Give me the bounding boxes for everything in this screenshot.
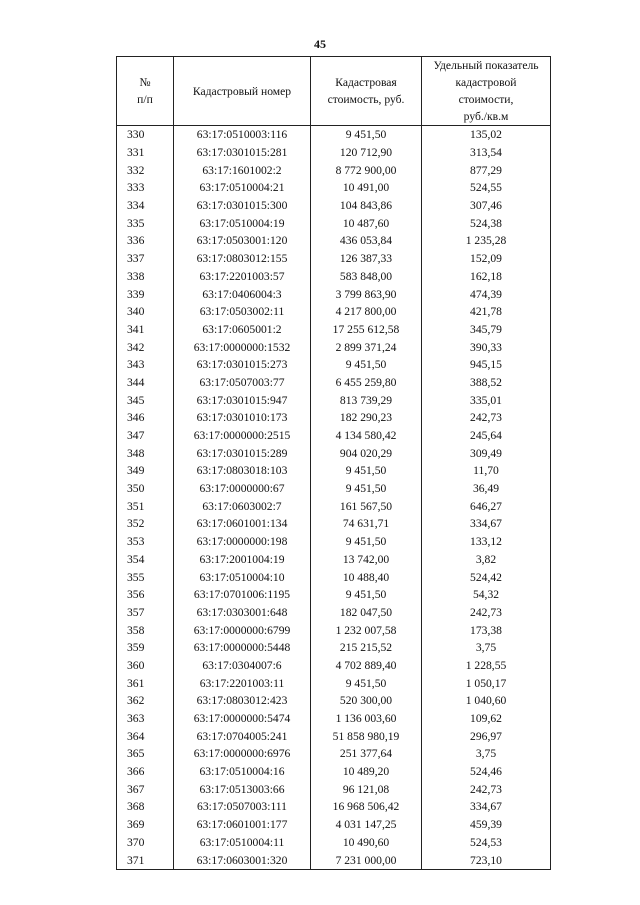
- row-number-cell: 360: [117, 657, 174, 675]
- cadastral-number-cell: 63:17:0510003:116: [174, 126, 311, 144]
- cadastral-value-cell: 182 290,23: [311, 409, 422, 427]
- row-number-cell: 361: [117, 674, 174, 692]
- cadastral-value-cell: 96 121,08: [311, 780, 422, 798]
- specific-value-cell: 1 228,55: [422, 657, 551, 675]
- cadastral-value-table: [116, 56, 551, 870]
- row-number-cell: 355: [117, 568, 174, 586]
- specific-value-cell: 133,12: [422, 533, 551, 551]
- table-row: [117, 197, 551, 215]
- cadastral-number-cell: 63:17:0301015:289: [174, 444, 311, 462]
- row-number-cell: 369: [117, 816, 174, 834]
- row-number-cell: 348: [117, 444, 174, 462]
- row-number-cell: 339: [117, 285, 174, 303]
- table-row: [117, 780, 551, 798]
- cadastral-number-cell: 63:17:0301015:281: [174, 144, 311, 162]
- cadastral-value-cell: 7 231 000,00: [311, 851, 422, 869]
- cadastral-number-cell: 63:17:0803012:423: [174, 692, 311, 710]
- cadastral-number-cell: 63:17:0507003:77: [174, 374, 311, 392]
- cadastral-value-cell: 9 451,50: [311, 126, 422, 144]
- table-row: [117, 533, 551, 551]
- table-row: [117, 674, 551, 692]
- row-number-cell: 358: [117, 621, 174, 639]
- header-specific-line2: кадастровой: [455, 76, 517, 89]
- table-row: [117, 374, 551, 392]
- specific-value-cell: 307,46: [422, 197, 551, 215]
- header-cadastral-value: [311, 57, 422, 126]
- cadastral-value-cell: 2 899 371,24: [311, 338, 422, 356]
- table-header-row: [117, 57, 551, 126]
- specific-value-cell: 162,18: [422, 268, 551, 286]
- specific-value-cell: 524,42: [422, 568, 551, 586]
- specific-value-cell: 245,64: [422, 427, 551, 445]
- cadastral-number-cell: 63:17:0000000:2515: [174, 427, 311, 445]
- table-row: [117, 816, 551, 834]
- cadastral-number-cell: 63:17:0704005:241: [174, 727, 311, 745]
- cadastral-number-cell: 63:17:0000000:198: [174, 533, 311, 551]
- cadastral-number-cell: 63:17:0601001:134: [174, 515, 311, 533]
- row-number-cell: 371: [117, 851, 174, 869]
- row-number-cell: 370: [117, 834, 174, 852]
- cadastral-value-cell: 120 712,90: [311, 144, 422, 162]
- header-specific-line3: стоимости,: [458, 93, 514, 106]
- table-row: [117, 444, 551, 462]
- specific-value-cell: 390,33: [422, 338, 551, 356]
- header-cadastral-number: Кадастровый номер: [174, 57, 311, 126]
- specific-value-cell: 152,09: [422, 250, 551, 268]
- cadastral-number-cell: 63:17:0510004:19: [174, 214, 311, 232]
- row-number-cell: 331: [117, 144, 174, 162]
- table-row: [117, 657, 551, 675]
- cadastral-number-cell: 63:17:1601002:2: [174, 161, 311, 179]
- table-row: [117, 639, 551, 657]
- cadastral-number-cell: 63:17:0301015:947: [174, 391, 311, 409]
- row-number-cell: 354: [117, 551, 174, 569]
- specific-value-cell: 242,73: [422, 409, 551, 427]
- cadastral-number-cell: 63:17:0000000:5448: [174, 639, 311, 657]
- row-number-cell: 353: [117, 533, 174, 551]
- cadastral-value-cell: 10 487,60: [311, 214, 422, 232]
- specific-value-cell: 723,10: [422, 851, 551, 869]
- cadastral-number-cell: 63:17:0301010:173: [174, 409, 311, 427]
- row-number-cell: 347: [117, 427, 174, 445]
- header-number-sign: №: [139, 76, 151, 89]
- specific-value-cell: 877,29: [422, 161, 551, 179]
- cadastral-value-cell: 104 843,86: [311, 197, 422, 215]
- cadastral-number-cell: 63:17:0000000:67: [174, 480, 311, 498]
- table-row: [117, 321, 551, 339]
- table-row: [117, 214, 551, 232]
- table-row: [117, 391, 551, 409]
- cadastral-value-cell: 583 848,00: [311, 268, 422, 286]
- specific-value-cell: 109,62: [422, 710, 551, 728]
- table-row: [117, 232, 551, 250]
- cadastral-number-cell: 63:17:0601001:177: [174, 816, 311, 834]
- cadastral-value-cell: 74 631,71: [311, 515, 422, 533]
- cadastral-value-cell: 1 136 003,60: [311, 710, 422, 728]
- header-specific-line1: Удельный показатель: [433, 59, 539, 72]
- table-row: [117, 409, 551, 427]
- row-number-cell: 344: [117, 374, 174, 392]
- cadastral-number-cell: 63:17:0000000:5474: [174, 710, 311, 728]
- specific-value-cell: 36,49: [422, 480, 551, 498]
- cadastral-value-cell: 10 489,20: [311, 763, 422, 781]
- specific-value-cell: 334,67: [422, 515, 551, 533]
- row-number-cell: 363: [117, 710, 174, 728]
- row-number-cell: 356: [117, 586, 174, 604]
- cadastral-number-cell: 63:17:0507003:111: [174, 798, 311, 816]
- header-specific-line4: руб./кв.м: [463, 110, 509, 123]
- specific-value-cell: 524,55: [422, 179, 551, 197]
- cadastral-number-cell: 63:17:0510004:16: [174, 763, 311, 781]
- cadastral-number-cell: 63:17:0510004:21: [174, 179, 311, 197]
- table-row: [117, 692, 551, 710]
- table-row: [117, 480, 551, 498]
- table-row: [117, 710, 551, 728]
- cadastral-number-cell: 63:17:0701006:1195: [174, 586, 311, 604]
- table-row: [117, 515, 551, 533]
- cadastral-value-cell: 215 215,52: [311, 639, 422, 657]
- cadastral-value-cell: 813 739,29: [311, 391, 422, 409]
- header-row-number: [117, 57, 174, 126]
- table-row: [117, 604, 551, 622]
- cadastral-number-cell: 63:17:0406004:3: [174, 285, 311, 303]
- row-number-cell: 349: [117, 462, 174, 480]
- cadastral-value-cell: 51 858 980,19: [311, 727, 422, 745]
- cadastral-value-cell: 9 451,50: [311, 586, 422, 604]
- row-number-cell: 357: [117, 604, 174, 622]
- row-number-cell: 365: [117, 745, 174, 763]
- cadastral-value-cell: 17 255 612,58: [311, 321, 422, 339]
- cadastral-value-cell: 9 451,50: [311, 674, 422, 692]
- cadastral-value-cell: 251 377,64: [311, 745, 422, 763]
- row-number-cell: 345: [117, 391, 174, 409]
- table-row: [117, 268, 551, 286]
- row-number-cell: 368: [117, 798, 174, 816]
- cadastral-number-cell: 63:17:0603002:7: [174, 497, 311, 515]
- cadastral-number-cell: 63:17:0513003:66: [174, 780, 311, 798]
- cadastral-number-cell: 63:17:0803012:155: [174, 250, 311, 268]
- specific-value-cell: 474,39: [422, 285, 551, 303]
- specific-value-cell: 421,78: [422, 303, 551, 321]
- cadastral-number-cell: 63:17:0503001:120: [174, 232, 311, 250]
- cadastral-value-cell: 13 742,00: [311, 551, 422, 569]
- row-number-cell: 364: [117, 727, 174, 745]
- row-number-cell: 359: [117, 639, 174, 657]
- specific-value-cell: 524,53: [422, 834, 551, 852]
- row-number-cell: 346: [117, 409, 174, 427]
- cadastral-value-cell: 8 772 900,00: [311, 161, 422, 179]
- row-number-cell: 343: [117, 356, 174, 374]
- table-row: [117, 586, 551, 604]
- cadastral-value-cell: 9 451,50: [311, 480, 422, 498]
- row-number-cell: 366: [117, 763, 174, 781]
- cadastral-number-cell: 63:17:0510004:11: [174, 834, 311, 852]
- row-number-cell: 333: [117, 179, 174, 197]
- specific-value-cell: 1 235,28: [422, 232, 551, 250]
- row-number-cell: 340: [117, 303, 174, 321]
- table-row: [117, 745, 551, 763]
- table-row: [117, 285, 551, 303]
- table-row: [117, 144, 551, 162]
- row-number-cell: 330: [117, 126, 174, 144]
- cadastral-value-cell: 4 702 889,40: [311, 657, 422, 675]
- cadastral-value-cell: 10 490,60: [311, 834, 422, 852]
- table-row: [117, 727, 551, 745]
- table-row: [117, 303, 551, 321]
- header-number-abbrev: п/п: [137, 93, 153, 106]
- cadastral-value-cell: 161 567,50: [311, 497, 422, 515]
- cadastral-number-cell: 63:17:0510004:10: [174, 568, 311, 586]
- cadastral-value-cell: 10 491,00: [311, 179, 422, 197]
- specific-value-cell: 524,38: [422, 214, 551, 232]
- specific-value-cell: 388,52: [422, 374, 551, 392]
- table-row: [117, 338, 551, 356]
- table-row: [117, 621, 551, 639]
- table-row: [117, 851, 551, 869]
- page-number: 45: [314, 37, 326, 51]
- row-number-cell: 337: [117, 250, 174, 268]
- specific-value-cell: 173,38: [422, 621, 551, 639]
- specific-value-cell: 296,97: [422, 727, 551, 745]
- specific-value-cell: 11,70: [422, 462, 551, 480]
- row-number-cell: 352: [117, 515, 174, 533]
- table-row: [117, 568, 551, 586]
- specific-value-cell: 135,02: [422, 126, 551, 144]
- row-number-cell: 367: [117, 780, 174, 798]
- cadastral-number-cell: 63:17:0301015:273: [174, 356, 311, 374]
- cadastral-value-cell: 10 488,40: [311, 568, 422, 586]
- row-number-cell: 362: [117, 692, 174, 710]
- cadastral-number-cell: 63:17:0803018:103: [174, 462, 311, 480]
- cadastral-value-cell: 4 031 147,25: [311, 816, 422, 834]
- cadastral-number-cell: 63:17:0303001:648: [174, 604, 311, 622]
- table-row: [117, 551, 551, 569]
- cadastral-value-cell: 182 047,50: [311, 604, 422, 622]
- cadastral-number-cell: 63:17:0503002:11: [174, 303, 311, 321]
- cadastral-number-cell: 63:17:0000000:6976: [174, 745, 311, 763]
- specific-value-cell: 3,75: [422, 639, 551, 657]
- table-row: [117, 356, 551, 374]
- specific-value-cell: 242,73: [422, 604, 551, 622]
- header-value-line1: Кадастровая: [335, 76, 397, 89]
- specific-value-cell: 3,82: [422, 551, 551, 569]
- table-row: [117, 798, 551, 816]
- table-row: [117, 462, 551, 480]
- row-number-cell: 335: [117, 214, 174, 232]
- table-row: [117, 497, 551, 515]
- table-row: [117, 763, 551, 781]
- cadastral-number-cell: 63:17:2001004:19: [174, 551, 311, 569]
- specific-value-cell: 646,27: [422, 497, 551, 515]
- cadastral-number-cell: 63:17:0304007:6: [174, 657, 311, 675]
- specific-value-cell: 459,39: [422, 816, 551, 834]
- table-row: [117, 427, 551, 445]
- table-row: [117, 126, 551, 144]
- cadastral-value-cell: 9 451,50: [311, 462, 422, 480]
- row-number-cell: 342: [117, 338, 174, 356]
- cadastral-value-cell: 4 134 580,42: [311, 427, 422, 445]
- cadastral-number-cell: 63:17:2201003:57: [174, 268, 311, 286]
- cadastral-number-cell: 63:17:0000000:1532: [174, 338, 311, 356]
- cadastral-value-cell: 6 455 259,80: [311, 374, 422, 392]
- cadastral-number-cell: 63:17:0605001:2: [174, 321, 311, 339]
- specific-value-cell: 309,49: [422, 444, 551, 462]
- cadastral-number-cell: 63:17:0000000:6799: [174, 621, 311, 639]
- cadastral-value-cell: 3 799 863,90: [311, 285, 422, 303]
- cadastral-value-cell: 9 451,50: [311, 533, 422, 551]
- cadastral-value-cell: 4 217 800,00: [311, 303, 422, 321]
- cadastral-value-cell: 904 020,29: [311, 444, 422, 462]
- specific-value-cell: 334,67: [422, 798, 551, 816]
- cadastral-value-cell: 16 968 506,42: [311, 798, 422, 816]
- specific-value-cell: 54,32: [422, 586, 551, 604]
- cadastral-value-cell: 436 053,84: [311, 232, 422, 250]
- cadastral-number-cell: 63:17:2201003:11: [174, 674, 311, 692]
- cadastral-number-cell: 63:17:0603001:320: [174, 851, 311, 869]
- table-row: [117, 179, 551, 197]
- table-row: [117, 834, 551, 852]
- specific-value-cell: 1 050,17: [422, 674, 551, 692]
- cadastral-value-cell: 1 232 007,58: [311, 621, 422, 639]
- cadastral-value-cell: 126 387,33: [311, 250, 422, 268]
- row-number-cell: 351: [117, 497, 174, 515]
- specific-value-cell: 313,54: [422, 144, 551, 162]
- table-body: [117, 126, 551, 870]
- specific-value-cell: 1 040,60: [422, 692, 551, 710]
- specific-value-cell: 335,01: [422, 391, 551, 409]
- row-number-cell: 332: [117, 161, 174, 179]
- row-number-cell: 334: [117, 197, 174, 215]
- cadastral-number-cell: 63:17:0301015:300: [174, 197, 311, 215]
- specific-value-cell: 524,46: [422, 763, 551, 781]
- specific-value-cell: 242,73: [422, 780, 551, 798]
- row-number-cell: 350: [117, 480, 174, 498]
- header-specific-value: [422, 57, 551, 126]
- specific-value-cell: 345,79: [422, 321, 551, 339]
- row-number-cell: 336: [117, 232, 174, 250]
- table-row: [117, 250, 551, 268]
- specific-value-cell: 3,75: [422, 745, 551, 763]
- table-row: [117, 161, 551, 179]
- header-value-line2: стоимость, руб.: [327, 93, 405, 106]
- cadastral-value-cell: 520 300,00: [311, 692, 422, 710]
- row-number-cell: 338: [117, 268, 174, 286]
- row-number-cell: 341: [117, 321, 174, 339]
- specific-value-cell: 945,15: [422, 356, 551, 374]
- cadastral-value-cell: 9 451,50: [311, 356, 422, 374]
